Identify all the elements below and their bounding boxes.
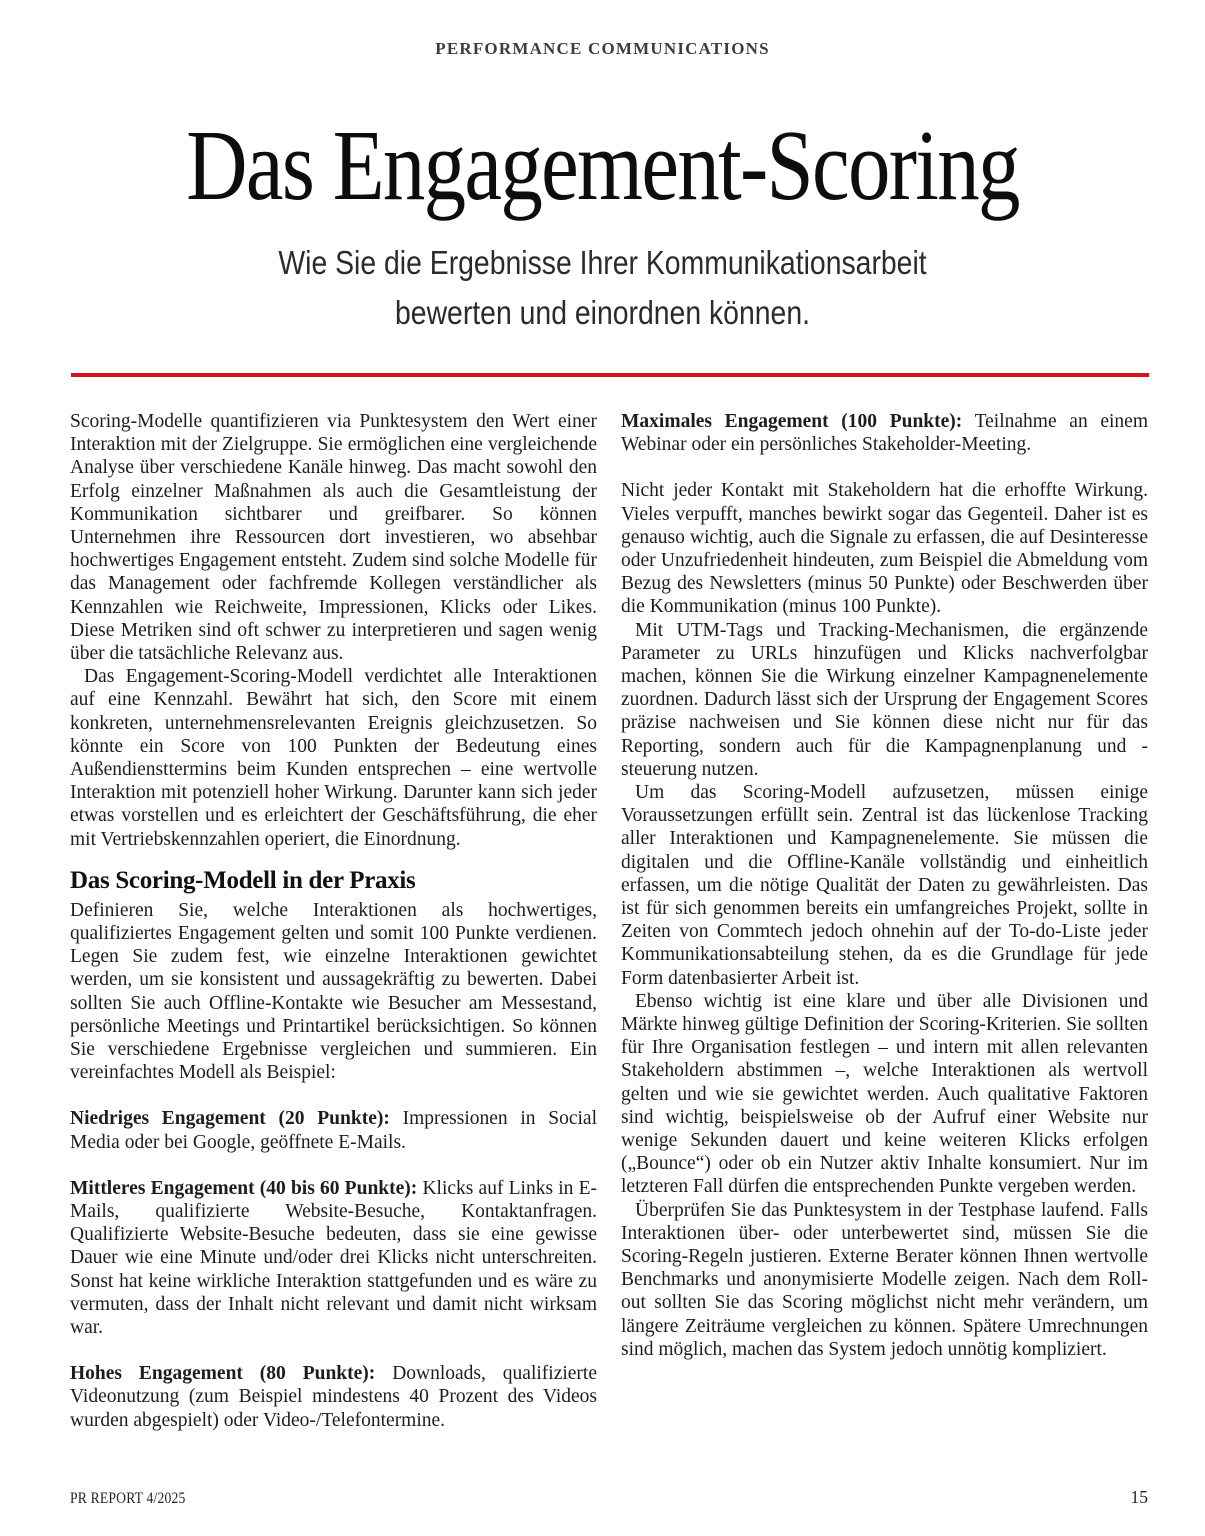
footer-publication: PR REPORT 4/2025 <box>70 1490 186 1507</box>
paragraph-scoring-modell: Das Engagement-Scoring-Modell verdichtet alle Interaktionen auf eine Kennzahl. Bewährt hat sich, den Score mit einem konkreten, unternehmensrelevanten Ereignis gleichzusetzen. So könnte ein Score von 100 Punkten der Bedeutung eines Außendiensttermins beim Kunden entsprechen – eine wertvolle Interaktion mit potenziell hoher Wirkung. Darunter kann sich jeder etwas vorstellen und es erleichtert der Geschäftsführung, die eher mit Vertriebskennzahlen operiert, die Einordnung. <box>70 666 597 850</box>
engagement-item-niedrig-label: Niedriges Engagement (20 Punkte): <box>70 1108 390 1130</box>
page-footer <box>70 1487 1148 1508</box>
engagement-item-mittel-label: Mittleres Engagement (40 bis 60 Punkte): <box>70 1177 418 1199</box>
paragraph-intro: Scoring-Modelle quantifizieren via Punktesystem den Wert einer Interaktion mit der Zielgruppe. Sie ermöglichen eine vergleichende Analyse über verschiedene Kanäle hinweg. Das macht sowohl den Erfolg einzelner Maßnahmen als auch die Gesamtleistung der Kommunikation sichtbarer und greifbarer. So können Unternehmen ihre Ressourcen dort investieren, wo absehbar hochwertiges Engagement entsteht. Zudem sind solche Modelle für das Management oder fachfremde Kollegen verständlicher als Kennzahlen wie Reichweite, Impressionen, Klicks oder Likes. Diese Metriken sind oft schwer zu interpretieren und sagen wenig über die tatsächliche Relevanz aus. <box>70 410 597 664</box>
right-column <box>621 410 1148 1432</box>
engagement-item-hoch-label: Hohes Engagement (80 Punkte): <box>70 1363 376 1385</box>
engagement-item-hoch <box>70 1362 597 1432</box>
red-divider-rule <box>71 373 1149 377</box>
engagement-item-mittel <box>70 1177 597 1339</box>
paragraph-testphase: Überprüfen Sie das Punktesystem in der Testphase laufend. Falls Interaktionen über- oder unterbewertet sind, müssen Sie die Scoring-Regeln justieren. Externe Berater können Ihnen wertvolle Benchmarks und anonymisierte Modelle zeigen. Nach dem Roll-out sollten Sie das Scoring möglichst nicht mehr verändern, um längere Zeiträume vergleichen zu können. Spätere Umrechnungen sind möglich, machen das System jedoch unnötig kompliziert. <box>621 1199 1148 1360</box>
article-subtitle <box>84 238 1120 339</box>
engagement-item-niedrig-text: Impressionen in Social Media oder bei Google, geöffnete E-Mails. <box>70 1108 598 1153</box>
subtitle-line-1: Wie Sie die Ergebnisse Ihrer Kommunikationsarbeit <box>278 244 927 281</box>
engagement-item-maximal-text: Teilnahme an einem Webinar oder ein persönliches Stakeholder-Meeting. <box>621 410 1148 456</box>
kicker: PERFORMANCE COMMUNICATIONS <box>435 39 770 58</box>
left-column <box>70 410 597 1432</box>
engagement-item-hoch-text: Downloads, qualifizierte Videonutzung (zum Beispiel mindestens 40 Prozent des Videos wurden abgespielt) oder Video-/Telefontermine. <box>70 1363 598 1431</box>
footer-page-number: 15 <box>1130 1487 1148 1507</box>
paragraph-negative-signale: Nicht jeder Kontakt mit Stakeholdern hat die erhoffte Wirkung. Vieles verpufft, manches bewirkt sogar das Gegenteil. Daher ist es genauso wichtig, auch die Signale zu erfassen, die auf Desinteresse oder Unzufriedenheit hindeuten, zum Beispiel die Abmeldung vom Bezug des Newsletters (minus 50 Punkte) oder Beschwerden über die Kommunikation (minus 100 Punkte). <box>621 480 1148 618</box>
section-heading-praxis: Das Scoring-Modell in der Praxis <box>70 866 416 894</box>
article-body <box>70 410 1148 1432</box>
engagement-item-niedrig <box>70 1107 597 1153</box>
paragraph-definition: Definieren Sie, welche Interaktionen als hochwertiges, qualifiziertes Engagement gelten und somit 100 Punkte verdienen. Legen Sie zudem fest, wie einzelne Interaktionen gewichtet werden, um sie konsistent und aussagekräftig zu bewerten. Dabei sollten Sie auch Offline-Kontakte wie Besucher am Messestand, persönliche Meetings und Printartikel berücksichtigen. So können Sie verschiedene Ergebnisse vergleichen und summieren. Ein vereinfachtes Modell als Beispiel: <box>70 899 597 1084</box>
engagement-item-mittel-text: Klicks auf Links in E-Mails, qualifizierte Website-Besuche, Kontaktanfragen. Qualifizierte Website-Besuche bedeuten, dass sie eine gewisse Dauer wie eine Minute und/oder drei Klicks nicht unterschreiten. Sonst hat keine wirkliche Interaktion stattgefunden und es wäre zu vermuten, dass der Inhalt nicht relevant und damit nicht wirksam war. <box>70 1177 597 1339</box>
engagement-item-maximal-label: Maximales Engagement (100 Punkte): <box>621 410 963 432</box>
paragraph-utm-tags: Mit UTM-Tags und Tracking-Mechanismen, die ergänzende Parameter zu URLs hinzufügen und Klicks nachverfolgbar machen, können Sie die Wirkung einzelner Kampagnenelemente zuordnen. Dadurch lässt sich der Ursprung der Engagement Scores präzise nachweisen und Sie können diese nicht nur für das Reporting, sondern auch für die Kampagnenplanung und -steuerung nutzen. <box>621 619 1148 780</box>
engagement-item-maximal <box>621 410 1148 456</box>
paragraph-kriterien: Ebenso wichtig ist eine klare und über alle Divisionen und Märkte hinweg gültige Definition der Scoring-Kriterien. Sie sollten für Ihre Organisation festlegen – und intern mit allen relevanten Stakeholdern abstimmen –, welche Interaktionen als wertvoll gelten und wie sie gewichtet werden. Auch qualitative Faktoren sind wichtig, beispielsweise ob der Aufruf einer Website nur wenige Sekunden dauert und keine weiteren Klicks erfolgen („Bounce“) oder ob ein Nutzer aktiv Inhalte konsumiert. Nur im letzteren Fall dürfen die entsprechenden Punkte vergeben werden. <box>621 990 1148 1198</box>
article-title: Das Engagement-Scoring <box>186 109 1019 221</box>
subtitle-line-2: bewerten und einordnen können. <box>394 294 810 332</box>
paragraph-voraussetzungen: Um das Scoring-Modell aufzusetzen, müssen einige Voraussetzungen erfüllt sein. Zentral ist das lückenlose Tracking aller Interaktionen und Kampagnenelemente. Sie müssen die digitalen und die Offline-Kanäle vollständig und einheitlich erfassen, um die nötige Qualität der Daten zu gewährleisten. Das ist für sich genommen bereits ein umfangreiches Projekt, sollte in Zeiten von Commtech jedoch ohnehin auf der To-do-Liste jeder Kommunikationsabteilung stehen, da es die Grundlage für jede Form datenbasierter Arbeit ist. <box>621 782 1148 989</box>
